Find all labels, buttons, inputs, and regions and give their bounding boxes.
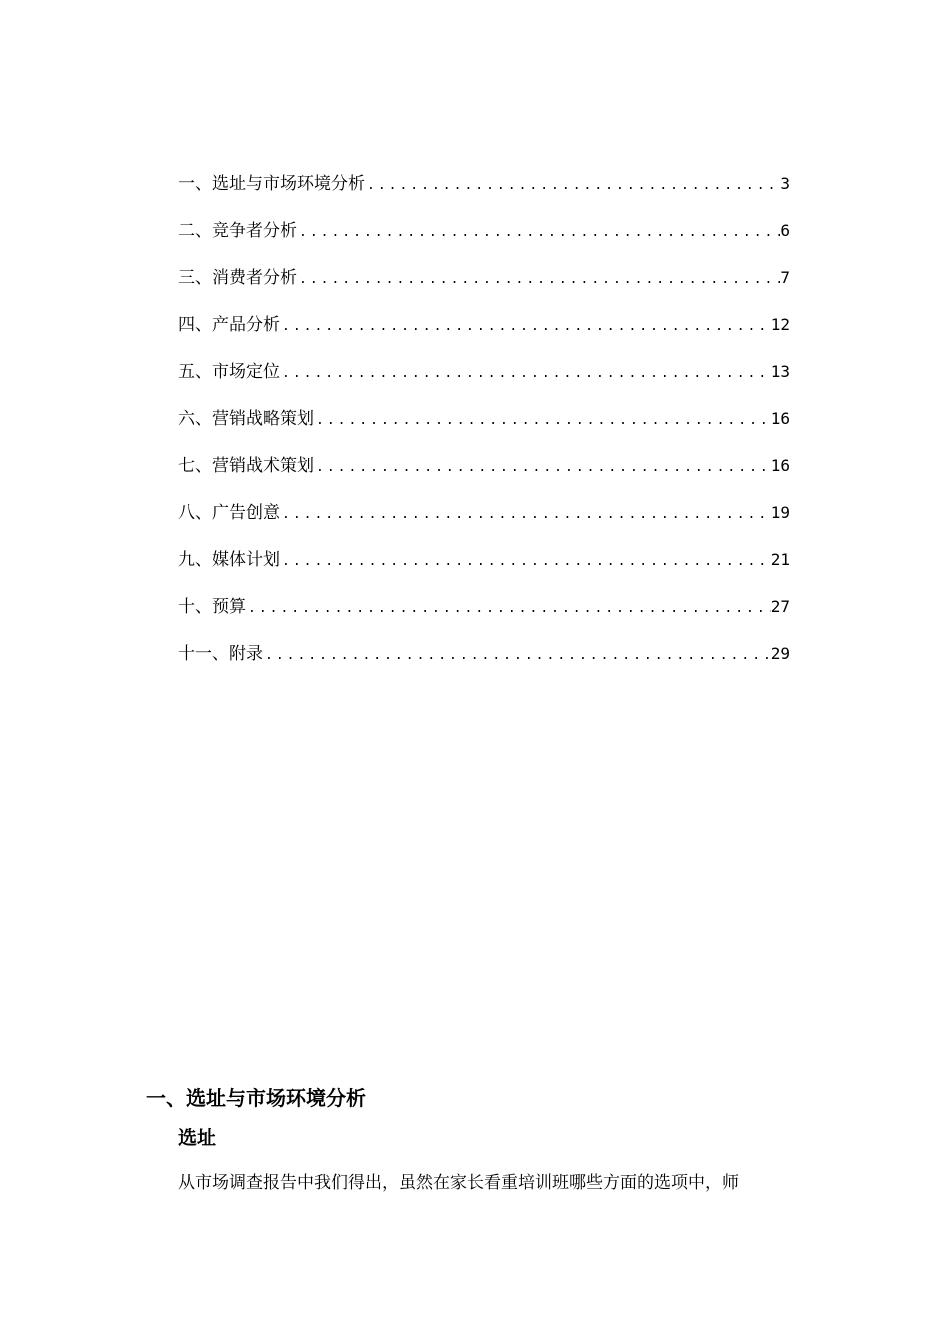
- toc-entry-title: 二、竞争者分析: [178, 221, 297, 241]
- toc-entry-title: 一、选址与市场环境分析: [178, 174, 365, 194]
- toc-entry[interactable]: [178, 172, 790, 219]
- toc-entry[interactable]: [178, 219, 790, 266]
- toc-entry[interactable]: [178, 266, 790, 313]
- toc-dot-leader: [263, 644, 771, 668]
- toc-entry-title: 六、营销战略策划: [178, 409, 314, 429]
- toc-entry-page: 21: [770, 550, 790, 569]
- toc-entry[interactable]: [178, 595, 790, 642]
- toc-entry[interactable]: [178, 407, 790, 454]
- toc-entry[interactable]: [178, 454, 790, 501]
- toc-dot-leader: [314, 456, 771, 480]
- toc-dot-leader: [365, 174, 780, 198]
- toc-entry-title: 十一、附录: [178, 644, 263, 664]
- toc-entry[interactable]: [178, 642, 790, 689]
- toc-dot-leader: [314, 409, 771, 433]
- toc-dot-leader: [246, 597, 771, 621]
- toc-dot-leader: [280, 315, 771, 339]
- toc-entry-title: 四、产品分析: [178, 315, 280, 335]
- toc-entry-title: 八、广告创意: [178, 503, 280, 523]
- toc-dot-leader: [280, 503, 771, 527]
- toc-dot-leader: [297, 268, 780, 292]
- section-heading: 一、选址与市场环境分析: [146, 1086, 366, 1110]
- toc-entry-page: 6: [780, 221, 790, 240]
- toc-entry-page: 16: [770, 456, 790, 475]
- table-of-contents: [178, 172, 790, 689]
- toc-dot-leader: [297, 221, 780, 245]
- body-paragraph: 从市场调查报告中我们得出，虽然在家长看重培训班哪些方面的选项中，师: [178, 1173, 739, 1193]
- toc-entry-title: 七、营销战术策划: [178, 456, 314, 476]
- toc-entry-page: 19: [770, 503, 790, 522]
- toc-entry-page: 7: [780, 268, 790, 287]
- toc-entry[interactable]: [178, 360, 790, 407]
- toc-entry-title: 九、媒体计划: [178, 550, 280, 570]
- toc-entry-page: 16: [770, 409, 790, 428]
- toc-entry-page: 12: [770, 315, 790, 334]
- toc-entry-page: 27: [770, 597, 790, 616]
- toc-entry-title: 十、预算: [178, 597, 246, 617]
- toc-entry[interactable]: [178, 501, 790, 548]
- toc-entry-page: 13: [770, 362, 790, 381]
- toc-entry-title: 五、市场定位: [178, 362, 280, 382]
- toc-dot-leader: [280, 362, 771, 386]
- sub-heading: 选址: [178, 1127, 217, 1149]
- toc-entry[interactable]: [178, 313, 790, 360]
- toc-dot-leader: [280, 550, 771, 574]
- toc-entry-page: 3: [780, 174, 790, 193]
- toc-entry-page: 29: [770, 644, 790, 663]
- toc-entry[interactable]: [178, 548, 790, 595]
- toc-entry-title: 三、消费者分析: [178, 268, 297, 288]
